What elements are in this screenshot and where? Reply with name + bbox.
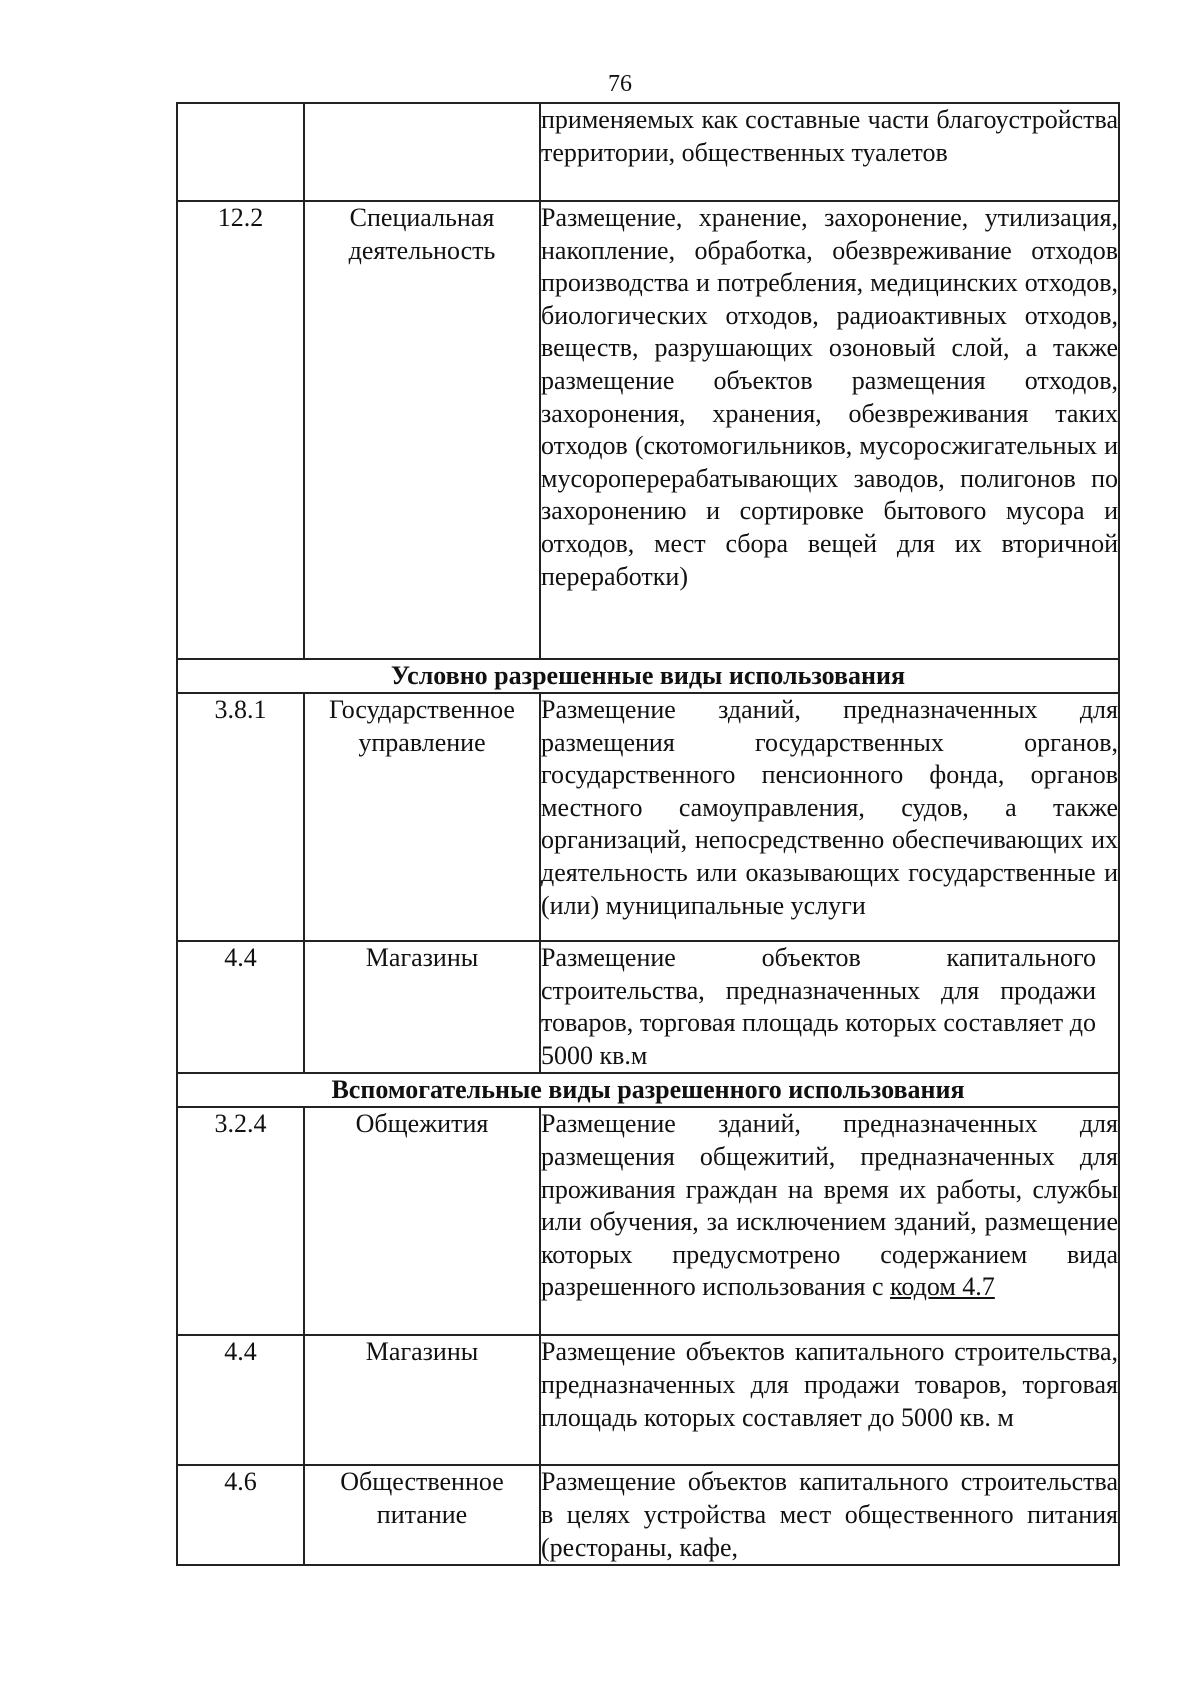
description-cell	[540, 1335, 1119, 1465]
name-cell: Специальная деятельность	[304, 201, 540, 659]
code-cell: 4.6	[177, 1465, 304, 1565]
code-cell	[177, 103, 304, 201]
page-number: 76	[608, 71, 632, 97]
name-cell: Магазины	[304, 1335, 540, 1465]
description-text: Размещение, хранение, захоронение, утилизация, накопление, обработка, обезвреживание отходов производства и потребления, медицинских отходов, биологических отходов, радиоактивных отходов, веществ, разрушающих озоновый слой, а также размещение объектов размещения отходов, захоронения, хранения, обезвреживания таких отходов (скотомогильников, мусоросжигательных и мусороперерабатывающих заводов, полигонов по захоронению и сортировке бытового мусора и отходов, мест сбора вещей для их вторичной переработки)	[541, 203, 1118, 591]
description-cell	[540, 1465, 1119, 1565]
description-cell	[540, 941, 1119, 1073]
table-row	[177, 1465, 1119, 1565]
section-heading: Вспомогательные виды разрешенного использования	[177, 1073, 1119, 1107]
description-text: Размещение зданий, предназначенных для размещения государственных органов, государственного пенсионного фонда, органов местного самоуправления, судов, а также организаций, непосредственно обеспечивающих их деятельность или оказывающих государственные и (или) муниципальные услуги	[541, 695, 1118, 920]
code-cell: 4.4	[177, 941, 304, 1073]
table-row	[177, 201, 1119, 659]
table-row	[177, 103, 1119, 201]
code-cell: 3.8.1	[177, 693, 304, 941]
description-text: применяемых как составные части благоустройства территории, общественных туалетов	[541, 105, 1118, 167]
description-text: Размещение объектов капитального строительства в целях устройства мест общественного питания (рестораны, кафе,	[541, 1467, 1118, 1562]
name-cell: Государственное управление	[304, 693, 540, 941]
table-row	[177, 693, 1119, 941]
description-text: Размещение объектов капитального строительства, предназначенных для продажи товаров, торговая площадь которых составляет до 5000 кв.м	[541, 943, 1096, 1070]
description-cell	[540, 1107, 1119, 1335]
name-cell: Общежития	[304, 1107, 540, 1335]
section-header-row	[177, 659, 1119, 693]
code-cell: 3.2.4	[177, 1107, 304, 1335]
table-row	[177, 941, 1119, 1073]
description-text	[541, 1108, 1118, 1304]
name-cell: Общественное питание	[304, 1465, 540, 1565]
section-heading: Условно разрешенные виды использования	[177, 659, 1119, 693]
description-text: Размещение объектов капитального строительства, предназначенных для продажи товаров, торговая площадь которых составляет до 5000 кв. м	[541, 1337, 1118, 1432]
code-cell: 12.2	[177, 201, 304, 659]
section-header-row	[177, 1073, 1119, 1107]
description-cell	[540, 103, 1119, 201]
land-use-table	[176, 102, 1120, 1566]
description-cell	[540, 201, 1119, 659]
description-cell	[540, 693, 1119, 941]
table-row	[177, 1107, 1119, 1335]
description-body: Размещение зданий, предназначенных для размещения общежитий, предназначенных для проживания граждан на время их работы, службы или обучения, за исключением зданий, размещение которых предусмотрено содержанием вида разрешенного использования с	[541, 1109, 1118, 1302]
table-row	[177, 1335, 1119, 1465]
name-cell: Магазины	[304, 941, 540, 1073]
code-cell: 4.4	[177, 1335, 304, 1465]
code-reference-link[interactable]: кодом 4.7	[890, 1272, 995, 1302]
name-cell	[304, 103, 540, 201]
